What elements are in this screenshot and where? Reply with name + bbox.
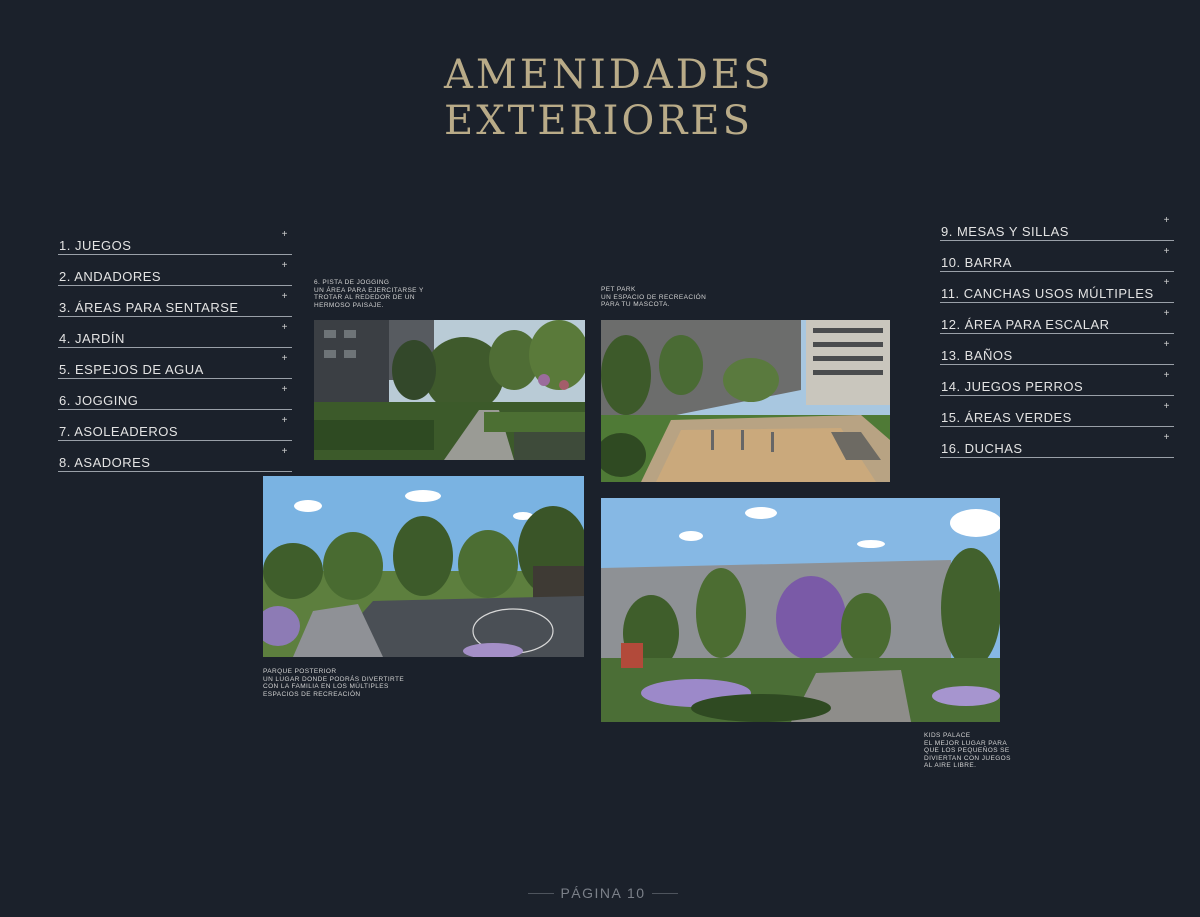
caption-parque-posterior bbox=[263, 668, 404, 698]
plus-icon: + bbox=[1163, 339, 1170, 350]
caption-line: UN ESPACIO DE RECREACIÓN bbox=[601, 293, 707, 301]
plus-icon: + bbox=[1163, 308, 1170, 319]
amenity-item[interactable] bbox=[940, 427, 1174, 458]
amenity-label: 3. ÁREAS PARA SENTARSE bbox=[59, 300, 239, 315]
amenity-item[interactable] bbox=[58, 255, 292, 286]
plus-icon: + bbox=[1163, 432, 1170, 443]
caption-jogging bbox=[314, 279, 424, 309]
caption-pet-park bbox=[601, 286, 706, 309]
amenity-item[interactable] bbox=[940, 303, 1174, 334]
caption-line: HERMOSO PAISAJE. bbox=[314, 301, 384, 309]
amenity-label: 16. DUCHAS bbox=[941, 441, 1023, 456]
caption-line: QUE LOS PEQUEÑOS SE bbox=[924, 747, 1010, 754]
plus-icon: + bbox=[1163, 215, 1170, 226]
caption-line: PARQUE POSTERIOR bbox=[263, 668, 337, 675]
amenity-label: 5. ESPEJOS DE AGUA bbox=[59, 362, 204, 377]
footer-line-left bbox=[528, 893, 554, 894]
footer-line-right bbox=[652, 893, 678, 894]
plus-icon: + bbox=[281, 291, 288, 302]
caption-line: DIVIERTAN CON JUEGOS bbox=[924, 754, 1011, 762]
caption-line: UN ÁREA PARA EJERCITARSE Y bbox=[314, 286, 424, 294]
amenity-item[interactable] bbox=[58, 317, 292, 348]
caption-line: PARA TU MASCOTA. bbox=[601, 301, 670, 308]
title-line-2: EXTERIORES bbox=[444, 98, 753, 144]
page-title bbox=[444, 52, 773, 144]
plus-icon: + bbox=[281, 229, 288, 240]
plus-icon: + bbox=[281, 446, 288, 457]
amenity-item[interactable] bbox=[58, 410, 292, 441]
caption-line: UN LUGAR DONDE PODRÁS DIVERTIRTE bbox=[263, 675, 405, 683]
plus-icon: + bbox=[281, 353, 288, 364]
amenity-label: 15. ÁREAS VERDES bbox=[941, 410, 1072, 425]
jogging-track-photo bbox=[314, 320, 585, 460]
amenity-label: 13. BAÑOS bbox=[941, 348, 1013, 363]
plus-icon: + bbox=[281, 384, 288, 395]
amenity-item[interactable] bbox=[940, 241, 1174, 272]
amenity-label: 9. MESAS Y SILLAS bbox=[941, 224, 1069, 239]
plus-icon: + bbox=[1163, 370, 1170, 381]
amenity-item[interactable] bbox=[940, 334, 1174, 365]
amenity-label: 14. JUEGOS PERROS bbox=[941, 379, 1084, 394]
amenity-label: 7. ASOLEADEROS bbox=[59, 424, 178, 439]
page-footer bbox=[528, 883, 678, 903]
amenity-label: 2. ANDADORES bbox=[59, 269, 162, 284]
amenity-item[interactable] bbox=[940, 396, 1174, 427]
caption-line: KIDS PALACE bbox=[924, 732, 971, 739]
amenities-list-right bbox=[940, 210, 1174, 458]
caption-line: AL AIRE LIBRE. bbox=[924, 762, 977, 769]
parque-posterior-photo bbox=[263, 476, 584, 657]
plus-icon: + bbox=[281, 322, 288, 333]
amenity-item[interactable] bbox=[58, 286, 292, 317]
amenity-label: 12. ÁREA PARA ESCALAR bbox=[941, 317, 1110, 332]
title-line-1: AMENIDADES bbox=[444, 52, 774, 98]
caption-line: CON LA FAMILIA EN LOS MÚLTIPLES bbox=[263, 683, 389, 690]
plus-icon: + bbox=[1163, 401, 1170, 412]
amenity-item[interactable] bbox=[940, 365, 1174, 396]
amenity-item[interactable] bbox=[58, 441, 292, 472]
page-number: PÁGINA 10 bbox=[560, 885, 646, 901]
caption-line: EL MEJOR LUGAR PARA bbox=[924, 739, 1008, 747]
plus-icon: + bbox=[281, 415, 288, 426]
amenity-item[interactable] bbox=[58, 379, 292, 410]
amenity-item[interactable] bbox=[58, 224, 292, 255]
amenity-label: 4. JARDÍN bbox=[59, 331, 125, 346]
caption-kids-palace bbox=[924, 732, 1011, 770]
amenity-label: 1. JUEGOS bbox=[59, 238, 132, 253]
amenity-item[interactable] bbox=[940, 210, 1174, 241]
amenity-label: 11. CANCHAS USOS MÚLTIPLES bbox=[941, 286, 1154, 301]
plus-icon: + bbox=[1163, 277, 1170, 288]
amenities-list-left bbox=[58, 224, 292, 472]
caption-line: ESPACIOS DE RECREACIÓN bbox=[263, 690, 361, 698]
amenity-item[interactable] bbox=[940, 272, 1174, 303]
kids-palace-photo bbox=[601, 498, 1000, 722]
caption-line: PET PARK bbox=[601, 286, 636, 293]
amenity-label: 6. JOGGING bbox=[59, 393, 139, 408]
plus-icon: + bbox=[281, 260, 288, 271]
plus-icon: + bbox=[1163, 246, 1170, 257]
amenity-label: 8. ASADORES bbox=[59, 455, 151, 470]
caption-line: 6. PISTA DE JOGGING bbox=[314, 279, 390, 286]
pet-park-photo bbox=[601, 320, 890, 482]
amenity-item[interactable] bbox=[58, 348, 292, 379]
caption-line: TROTAR AL REDEDOR DE UN bbox=[314, 294, 415, 301]
amenity-label: 10. BARRA bbox=[941, 255, 1012, 270]
